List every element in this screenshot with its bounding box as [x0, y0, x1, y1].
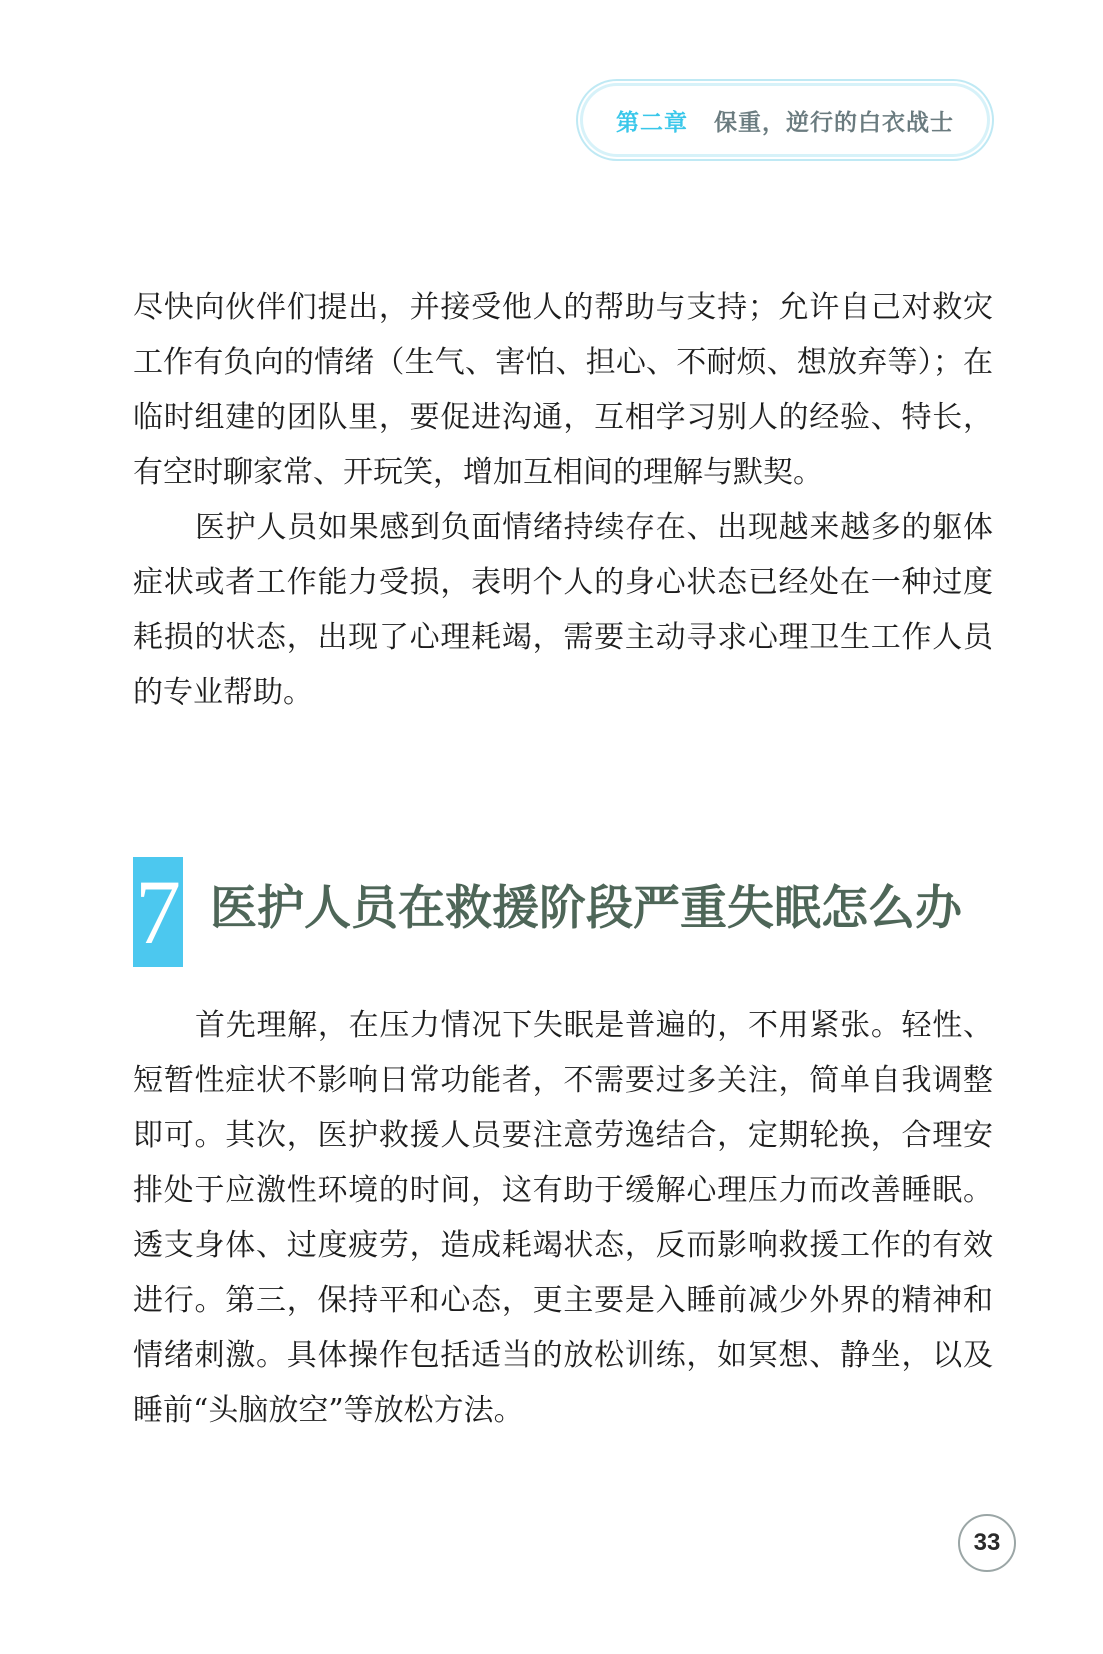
section-title: 医护人员在救援阶段严重失眠怎么办: [210, 881, 962, 936]
section-number: 7: [133, 857, 183, 967]
chapter-label: 第二章: [616, 109, 688, 136]
paragraph: 首先理解，在压力情况下失眠是普遍的，不用紧张。轻性、短暂性症状不影响日常功能者，不需要过多关注，简单自我调整即可。其次，医护救援人员要注意劳逸结合，定期轮换，合理安排处于应激性环境的时间，这有助于缓解心理压力而改善睡眠。透支身体、过度疲劳，造成耗竭状态，反而影响救援工作的有效进行。第三，保持平和心态，更主要是入睡前减少外界的精神和情绪刺激。具体操作包括适当的放松训练，如冥想、静坐，以及睡前“头脑放空”等放松方法。: [133, 1008, 993, 1428]
paragraph: 医护人员如果感到负面情绪持续存在、出现越来越多的躯体症状或者工作能力受损，表明个人的身心状态已经处在一种过度耗损的状态，出现了心理耗竭，需要主动寻求心理卫生工作人员的专业帮助。: [133, 510, 993, 710]
top-text-block: [133, 280, 993, 720]
page-number: 33: [958, 1514, 1016, 1572]
bottom-text-block: [133, 998, 993, 1438]
chapter-header: [585, 88, 985, 152]
paragraph-continued: 尽快向伙伴们提出，并接受他人的帮助与支持；允许自己对救灾工作有负向的情绪（生气、害怕、担心、不耐烦、想放弃等）；在临时组建的团队里，要促进沟通，互相学习别人的经验、特长，有空时聊家常、开玩笑，增加互相间的理解与默契。: [133, 290, 993, 490]
chapter-title: 保重，逆行的白衣战士: [714, 108, 954, 136]
